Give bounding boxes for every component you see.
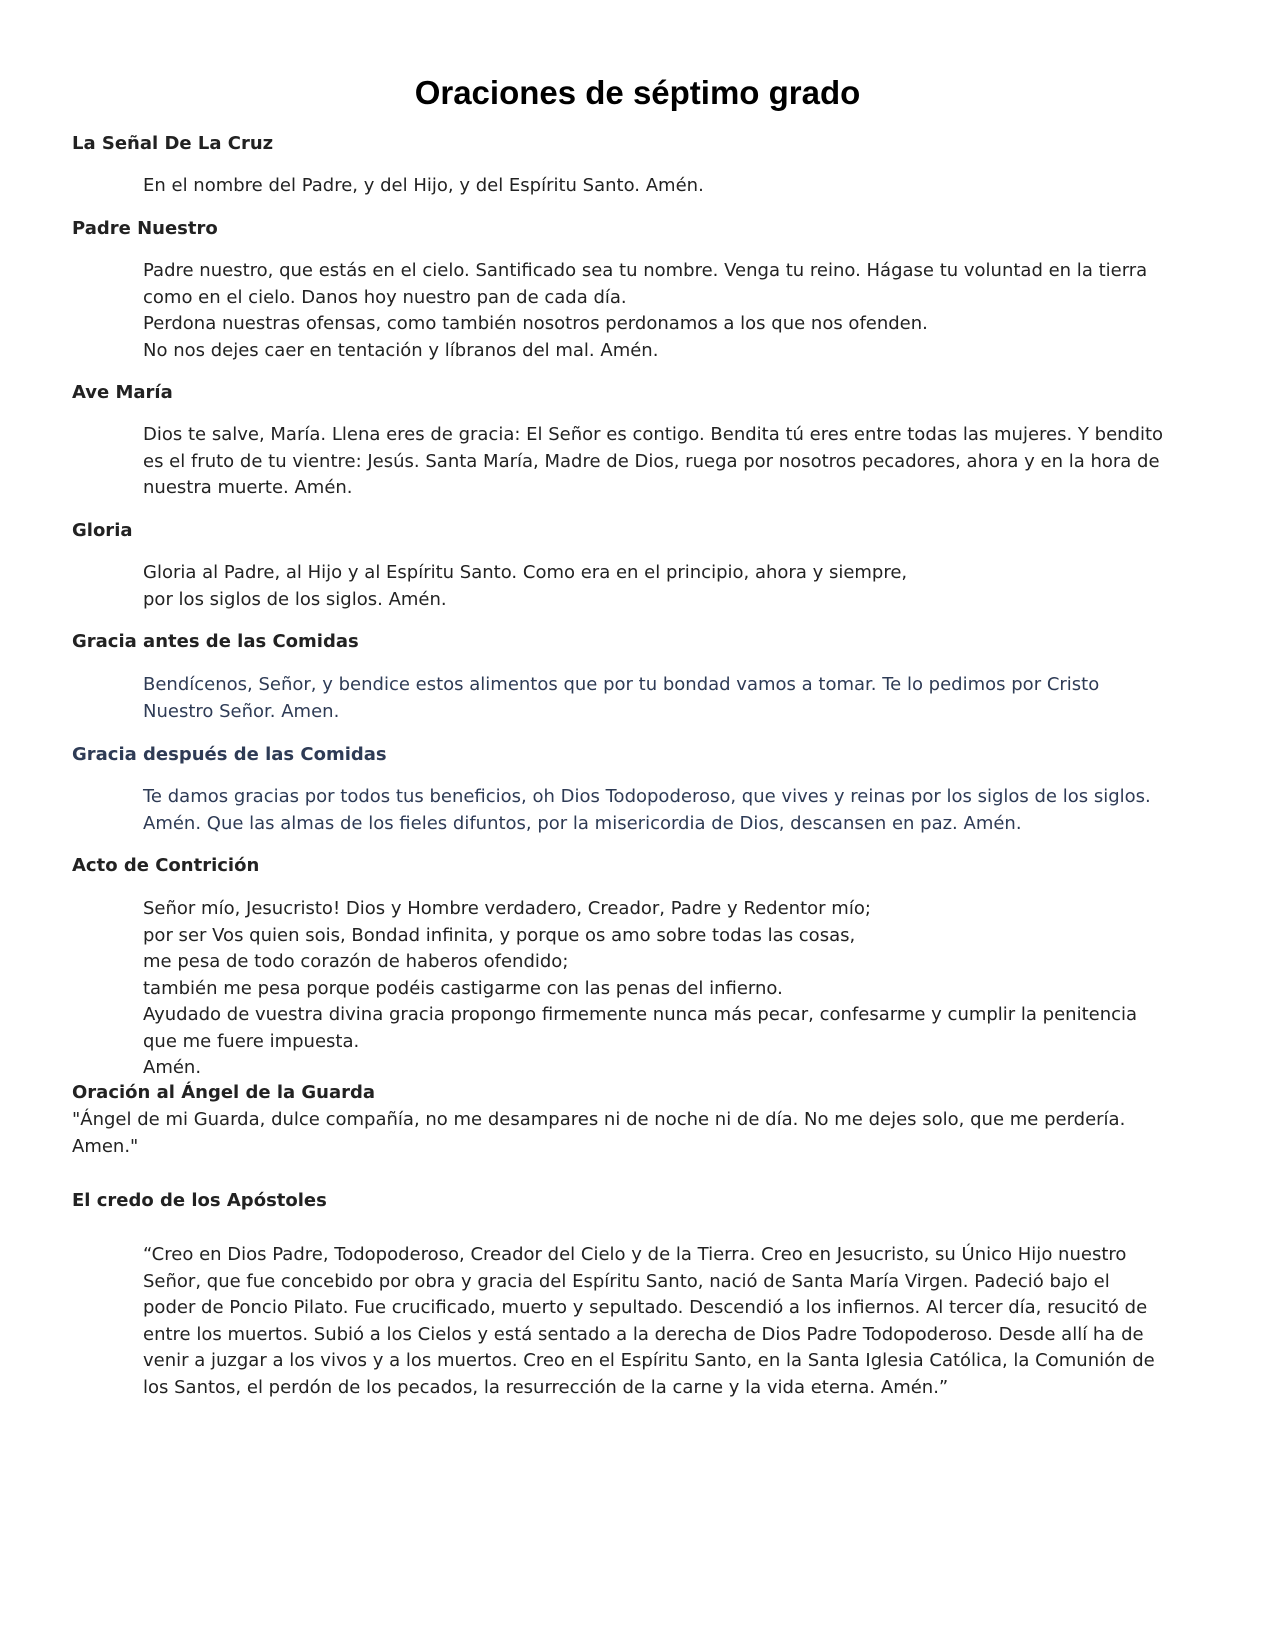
prayer-text	[143, 1242, 1155, 1401]
section-heading: Ave María	[72, 382, 173, 403]
prayer-text	[72, 1107, 1125, 1160]
prayer-text	[143, 896, 1137, 1082]
prayer-text	[143, 173, 704, 200]
prayer-line: por ser Vos quien sois, Bondad infinita, y porque os amo sobre todas las cosas,	[143, 924, 856, 946]
prayer-line: como en el cielo. Danos hoy nuestro pan de cada día.	[143, 286, 627, 308]
prayer-line: los Santos, el perdón de los pecados, la resurrección de la carne y la vida eterna. Amén.”	[143, 1376, 949, 1398]
prayer-line: venir a juzgar a los vivos y a los muertos. Creo en el Espíritu Santo, en la Santa Iglesia Católica, la Comunión de	[143, 1350, 1155, 1371]
section-heading: Oración al Ángel de la Guarda	[72, 1082, 376, 1103]
prayer-line: Gloria al Padre, al Hijo y al Espíritu Santo. Como era en el principio, ahora y siempre,	[143, 562, 908, 583]
prayer-line: poder de Poncio Pilato. Fue crucificado, muerto y sepultado. Descendió a los infiernos. Al tercer día, resucitó de	[143, 1297, 1148, 1318]
prayer-line: entre los muertos. Subió a los Cielos y está sentado a la derecha de Dios Padre Todopoderoso. Desde allí ha de	[143, 1323, 1144, 1345]
section-heading: Gracia después de las Comidas	[72, 744, 387, 765]
prayer-line: también me pesa porque podéis castigarme con las penas del infierno.	[143, 977, 783, 999]
section-heading: Acto de Contrición	[72, 855, 260, 876]
prayer-line: Amén.	[143, 1057, 202, 1078]
prayer-line: Bendícenos, Señor, y bendice estos alimentos que por tu bondad vamos a tomar. Te lo pedimos por Cristo	[143, 674, 1100, 695]
prayer-text	[143, 422, 1163, 502]
section-heading: Padre Nuestro	[72, 218, 218, 239]
prayer-line: Nuestro Señor. Amen.	[143, 700, 340, 722]
prayer-line: Perdona nuestras ofensas, como también nosotros perdonamos a los que nos ofenden.	[143, 313, 928, 334]
prayer-line: "Ángel de mi Guarda, dulce compañía, no me desampares ni de noche ni de día. No me dejes solo, que me perdería.	[72, 1109, 1126, 1130]
prayer-line: Dios te salve, María. Llena eres de gracia: El Señor es contigo. Bendita tú eres entre todas las mujeres. Y bendito	[143, 424, 1164, 445]
prayer-line: nuestra muerte. Amén.	[143, 477, 353, 498]
prayer-line: No nos dejes caer en tentación y líbranos del mal. Amén.	[143, 339, 659, 361]
prayer-text	[143, 672, 1099, 725]
prayer-line: que me fuere impuesta.	[143, 1030, 360, 1052]
page-title: Oraciones de séptimo grado	[414, 74, 861, 111]
prayer-text	[143, 258, 1147, 364]
prayer-line: por los siglos de los siglos. Amén.	[143, 588, 447, 610]
prayer-line: Señor, que fue concebido por obra y gracia del Espíritu Santo, nació de Santa María Virgen. Padeció bajo el	[143, 1270, 1110, 1292]
section-heading: La Señal De La Cruz	[72, 133, 274, 154]
prayer-line: es el fruto de tu vientre: Jesús. Santa María, Madre de Dios, ruega por nosotros pecadores, ahora y en la hora de	[143, 450, 1160, 472]
prayer-line: Señor mío, Jesucristo! Dios y Hombre verdadero, Creador, Padre y Redentor mío;	[143, 898, 871, 919]
section-heading: Gracia antes de las Comidas	[72, 631, 359, 652]
section-heading: El credo de los Apóstoles	[72, 1190, 327, 1211]
prayer-line: Amen."	[72, 1135, 139, 1157]
prayer-line: Padre nuestro, que estás en el cielo. Santificado sea tu nombre. Venga tu reino. Hágase tu voluntad en la tierra	[143, 260, 1148, 281]
prayer-line: En el nombre del Padre, y del Hijo, y del Espíritu Santo. Amén.	[143, 175, 704, 196]
prayer-text	[143, 560, 907, 613]
prayer-line: “Creo en Dios Padre, Todopoderoso, Creador del Cielo y de la Tierra. Creo en Jesucristo, su Único Hijo nuestro	[143, 1244, 1127, 1265]
prayer-line: Te damos gracias por todos tus beneficios, oh Dios Todopoderoso, que vives y reinas por los siglos de los siglos.	[143, 786, 1151, 807]
prayer-line: Ayudado de vuestra divina gracia propongo firmemente nunca más pecar, confesarme y cumplir la penitencia	[143, 1004, 1138, 1025]
prayer-line: Amén. Que las almas de los fieles difuntos, por la misericordia de Dios, descansen en paz. Amén.	[143, 812, 1022, 834]
prayer-line: me pesa de todo corazón de haberos ofendido;	[143, 951, 569, 972]
section-heading: Gloria	[72, 520, 133, 541]
prayer-text	[143, 784, 1151, 837]
